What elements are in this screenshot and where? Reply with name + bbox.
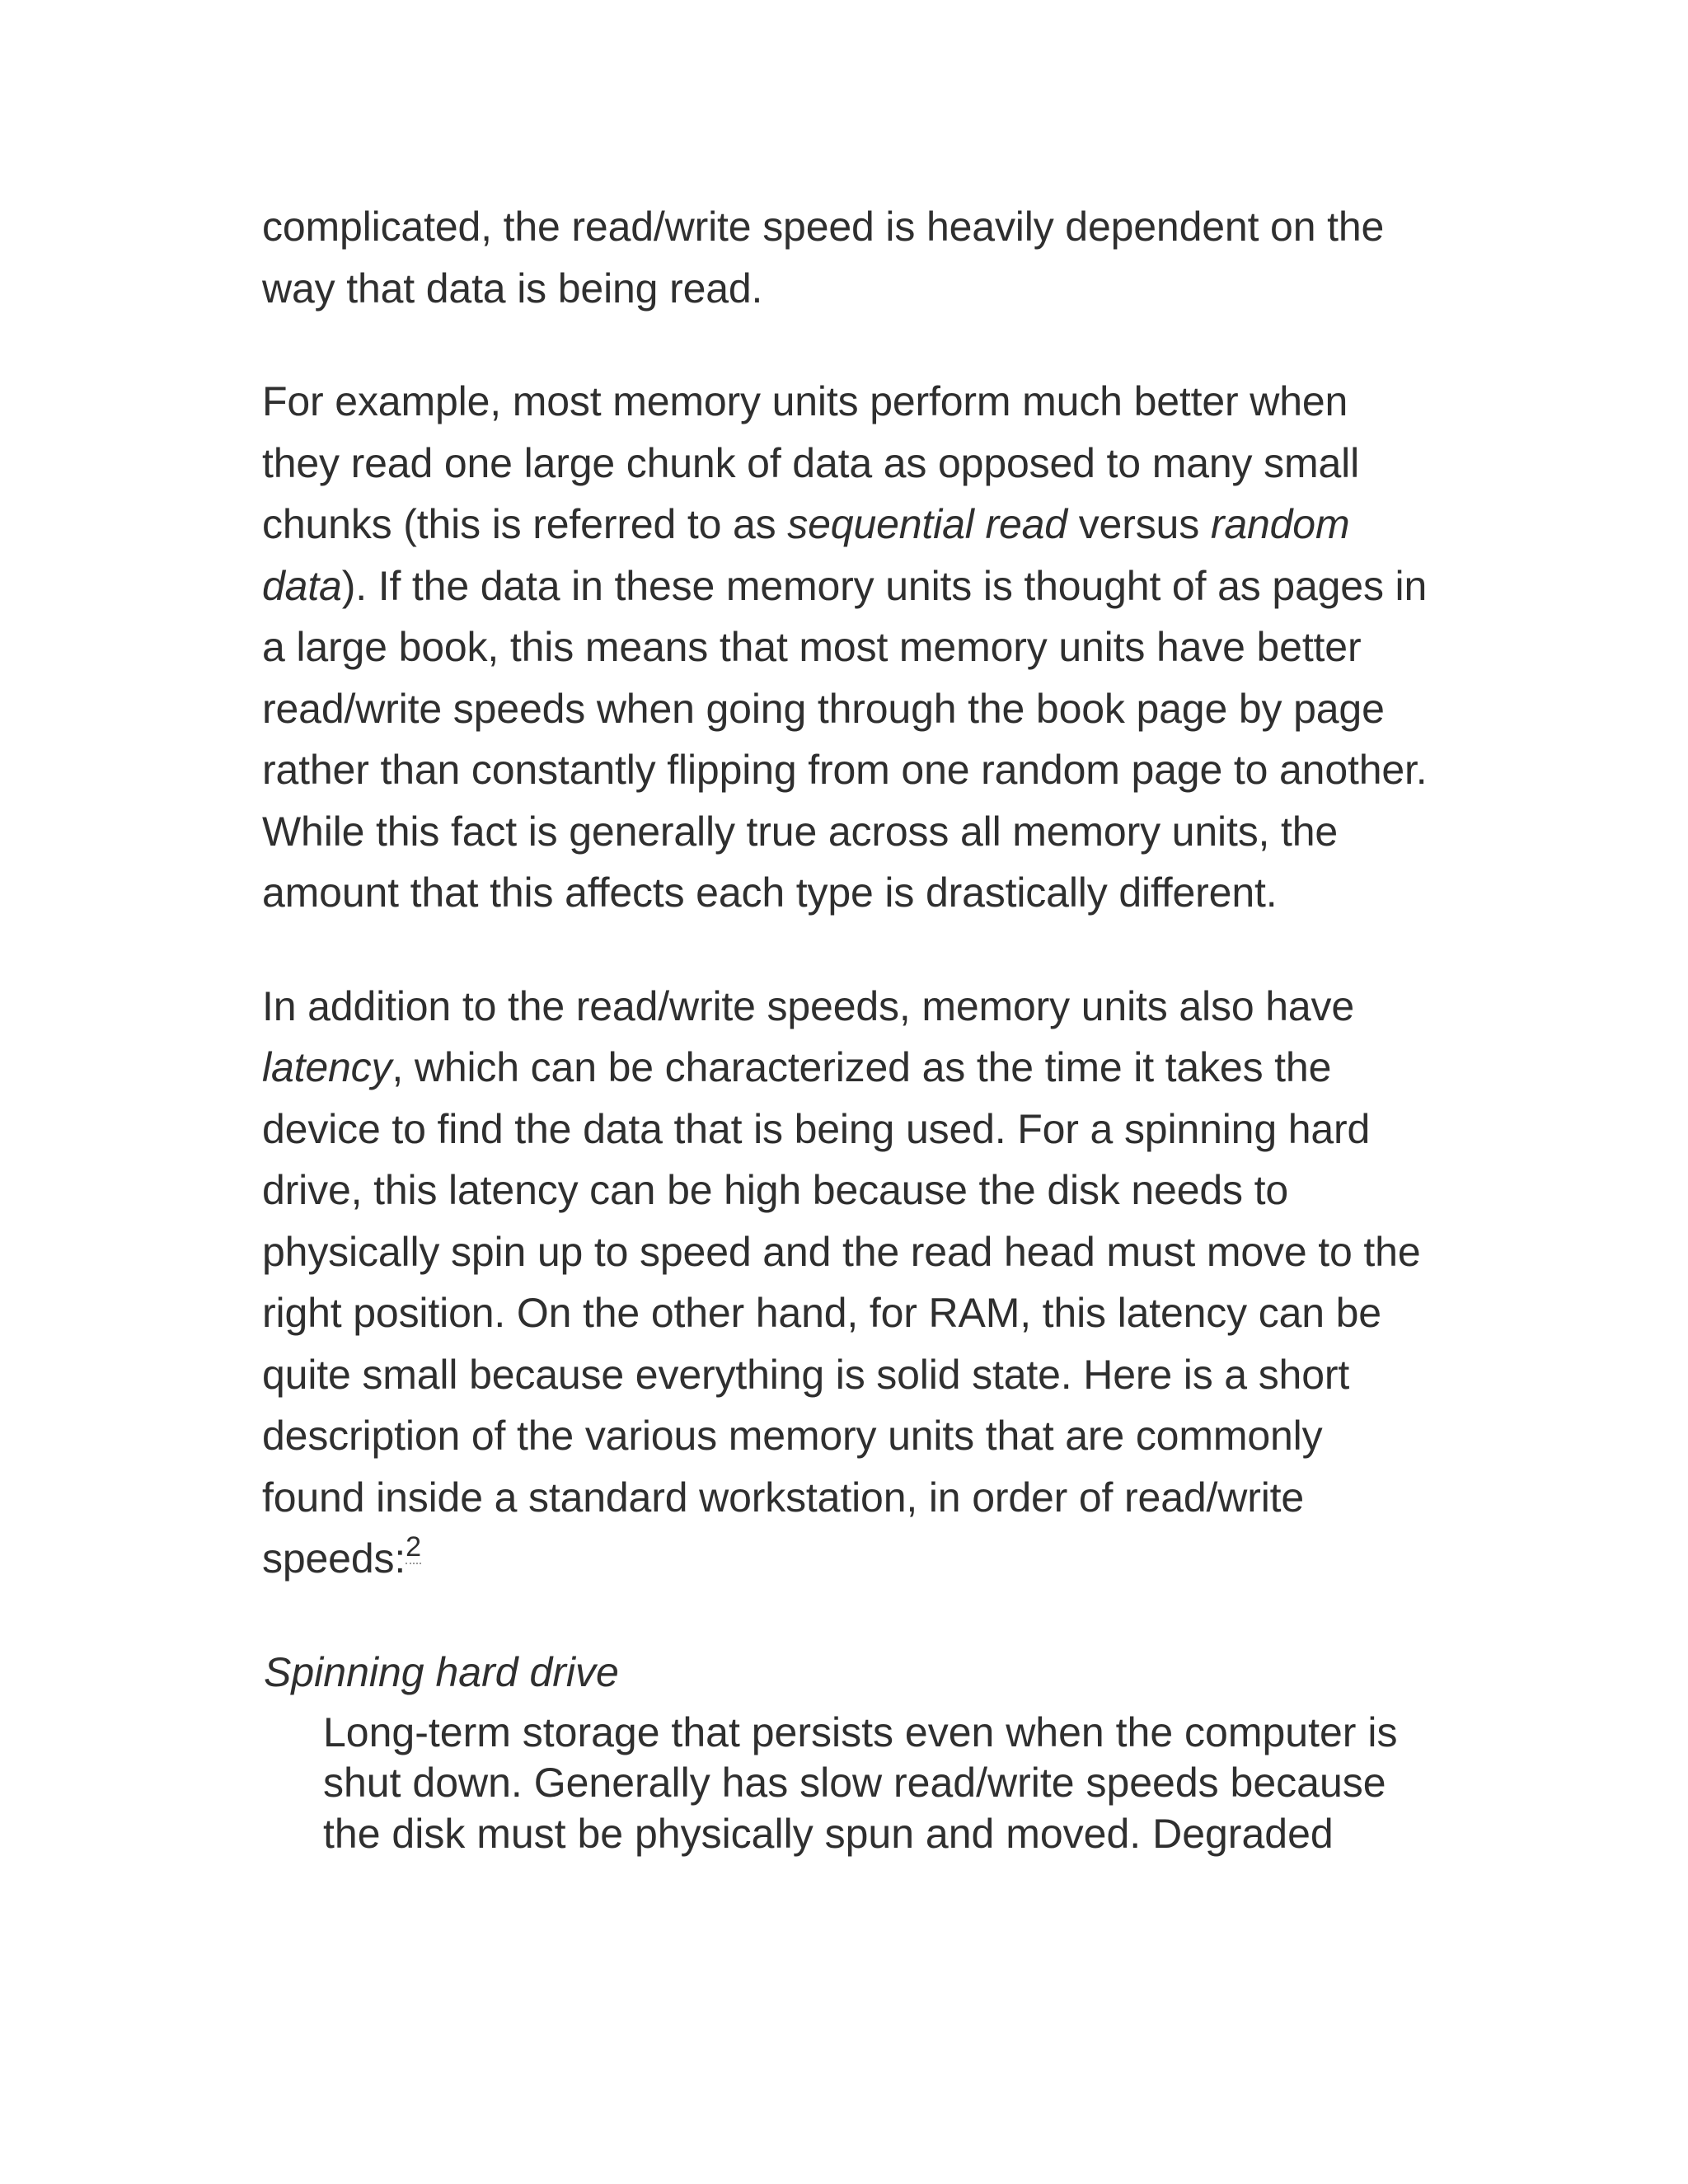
footnote-link[interactable]: 2 — [406, 1531, 421, 1563]
paragraph-text: , which can be characterized as the time it takes the device to find the data that is being used. For a spinning hard drive, this latency can be high because the disk needs to physically spin up to speed and the read head must move to the right position. On the other hand, for RAM, this latency can be quite small because everything is solid state. Here is a short description of the various memory units that are commonly found inside a standard workstation, in order of read/write speeds: — [262, 1044, 1421, 1582]
paragraph-latency — [262, 976, 1432, 1590]
definition-term: Spinning hard drive — [264, 1648, 619, 1695]
paragraph-text: versus — [1067, 501, 1211, 547]
definition-description: Long-term storage that persists even when the computer is shut down. Generally has slow read/write speeds because the disk must be physically spun and moved. Degraded — [323, 1708, 1398, 1857]
paragraph-text: ). If the data in these memory units is thought of as pages in a large book, this means that most memory units have better read/write speeds when going through the book page by page rather than constantly flipping from one random page to another. While this fact is generally true across all memory units, the amount that this affects each type is drastically different. — [262, 562, 1428, 916]
document-page — [262, 196, 1432, 1859]
paragraph-text: For example, most memory units perform much better when they read one large chunk of data as opposed to many small chunks (this is referred to as — [262, 378, 1360, 547]
emphasis-sequential-read: sequential read — [787, 501, 1067, 547]
emphasis-random-data: random data — [262, 501, 1350, 609]
emphasis-latency: latency — [262, 1044, 392, 1090]
paragraph-continuation: complicated, the read/write speed is heavily dependent on the way that data is being read. — [262, 204, 1385, 312]
paragraph-sequential-read — [262, 371, 1432, 924]
paragraph-text: In addition to the read/write speeds, memory units also have — [262, 982, 1355, 1029]
